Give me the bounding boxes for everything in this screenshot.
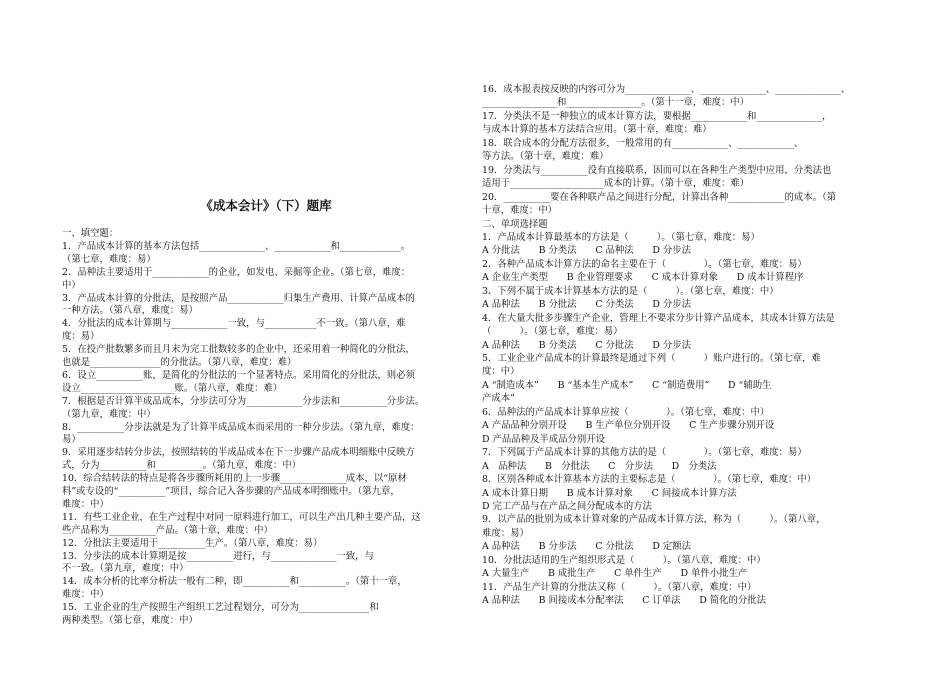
text-line: 1．产品成本计算最基本的方法是（ ）。（第七章，难度：易） <box>482 231 760 243</box>
text-line: 14．成本分析的比率分析法一般有二种，即__________和__________。（第十一章， <box>62 576 407 588</box>
text-line: 两种类型。（第七章，难度：中） <box>62 615 198 626</box>
text-line: 10．分批法适用的生产组织形式是（ ）。（第八章，难度：中） <box>482 554 766 566</box>
text-line: 5．在投产批数繁多而且月末为完工批数较多的企业中，还采用着一种简化的分批法， <box>62 344 415 356</box>
text-line: 18．联合成本的分配方法很多，一般常用的有____________、____________、 <box>482 137 804 149</box>
text-line: 7．下列属于产品成本计算的其他方法的是（ ）。（第七章，难度：易） <box>482 447 807 459</box>
text-line: 12．分批法主要适用于__________生产。（第八章，难度：易） <box>62 537 323 549</box>
text-line: 8．__________分步法就是为了计算半成品成本而采用的一种分步法。（第九章，难度： <box>62 421 420 433</box>
text-line: A 企业生产类型 B 企业管理要求 C 成本计算对象 D 成本计算程序 <box>482 272 804 284</box>
text-line: 料”或专设的“__________”项目，综合记入各步骤的产品成本明细账中。（第九章， <box>62 486 400 497</box>
text-line: 4．分批法的成本计算期与____________一致，与___________不一致。（第八章，难 <box>62 318 406 330</box>
text-line: 适用于____________________成本的计算。（第十章，难度：难） <box>482 178 750 190</box>
text-line: （第七章，难度：易） <box>62 253 156 265</box>
text-line: 11．有些工业企业，在生产过程中对同一原料进行加工，可以生产出几种主要产品，这 <box>62 511 421 523</box>
text-line: 二、单项选择题 <box>482 218 548 230</box>
text-line: 9．以产品的批别为成本计算对象的产品成本计算方法，称为（ ）。（第八章， <box>482 514 826 526</box>
text-line: 3．产品成本计算的分批法，是按照产品____________归集生产费用、计算产品成本的 <box>62 292 415 304</box>
text-line: D 产品品种及半成品分别开设 <box>482 433 605 445</box>
text-line: 1．产品成本计算的基本方法包括______________、____________和_____________。 <box>62 240 411 252</box>
text-line: A 品种法 B 间接成本分配率法 C 订单法 D 简化的分批法 <box>482 595 767 607</box>
text-line: 中） <box>62 279 81 291</box>
text-line: 11．产品生产计算的分批法又称（ ）。（第八章，难度：中） <box>482 581 757 593</box>
text-line: 式，分为__________和__________。（第九章，难度：中） <box>62 460 302 472</box>
text-line: A 产品品种分别开设 B 生产单位分别开设 C 生产步骤分别开设 <box>482 420 775 432</box>
text-line: A 成本计算日期 B 成本计算对象 C 间接成本计算方法 <box>482 487 737 499</box>
text-line: D 完工产品与在产品之间分配成本的方法 <box>482 500 652 512</box>
text-line: 等方法。（第十章，难度：难） <box>482 151 609 163</box>
text-line: 些产品称为__________产品。（第十章，难度：中） <box>62 524 273 536</box>
text-line: 6．设立__________账，是简化的分批法的一个显著特点。采用简化的分批法，则必须 <box>62 369 415 381</box>
text-line: 产成本” <box>482 393 515 405</box>
text-line: 5．工业企业产品成本的计算最终是通过下列（ ）账户进行的。（第七章，难 <box>482 353 821 364</box>
text-line: A 品种法 B 分步法 C 分批法 D 定额法 <box>482 541 692 553</box>
text-line: ________________和________________。（第十一章，难度：中） <box>482 97 750 109</box>
text-line: 10．综合结转法的特点是将各步骤所耗用的上一步骤______________成本，以“原材 <box>62 473 407 485</box>
text-line: 7．根据是否计算半成品成本，分步法可分为____________分步法和__________分步法。 <box>62 395 425 407</box>
text-line: 2．品种法主要适用于____________的企业，如发电、采掘等企业。（第七章，难度： <box>62 266 411 278</box>
text-line: 设立____________________账。（第八章，难度：难） <box>62 382 283 394</box>
text-line: A 品种法 B 分类法 C 分批法 D 分步法 <box>482 339 692 351</box>
text-line: （ ）。（第七章，难度：易） <box>482 326 623 338</box>
text-line: 难度：中） <box>62 498 109 510</box>
text-line: A 分批法 B 分类法 C 品种法 D 分步法 <box>482 245 692 257</box>
text-line: A 品种法 B 分批法 C 分步法 D 分类法 <box>482 460 717 472</box>
text-line: A “制造成本” B “基本生产成本” C “制造费用” D “辅助生 <box>482 379 772 391</box>
text-line: 难度：中） <box>62 589 109 601</box>
text-line: 易） <box>62 434 81 446</box>
text-line: 19．分类法与__________没有直接联系，因而可以在各种生产类型中应用，分类法也 <box>482 164 832 176</box>
text-line: 6．品种法的产品成本计算单应按（ ）。（第七章，难度：中） <box>482 406 770 418</box>
text-line: 难度：易） <box>482 527 529 539</box>
text-line: 3．下列不属于成本计算基本方法的是（ ）。（第七章，难度：中） <box>482 285 779 297</box>
text-line: 十章，难度：中） <box>482 205 558 217</box>
text-line: 度：易） <box>62 331 100 343</box>
text-line: 4．在大量大批多步骤生产企业，管理上不要求分步计算产品成本，其成本计算方法是 <box>482 312 835 324</box>
text-line: 17．分类法不是一种独立的成本计算方法，要根据____________和______________， <box>482 110 832 122</box>
text-line: 一种方法。（第八章，难度：易） <box>62 305 198 317</box>
text-line: A 大量生产 B 成批生产 C 单件生产 D 单件小批生产 <box>482 568 748 580</box>
text-line: 13．分步法的成本计算期是按__________进行，与______________一致，与 <box>62 550 374 562</box>
text-line: 9．采用逐步结转分步法，按照结转的半成品成本在下一步骤产品成本明细账中反映方 <box>62 447 415 459</box>
text-line: 度：中） <box>482 366 520 378</box>
text-line: 也就是_______________的分批法。（第八章，难度：难） <box>62 357 297 368</box>
text-line: 8．区别各种成本计算基本方法的主要标志是（ ）。（第七章，难度：中） <box>482 474 817 486</box>
text-line: 2．各种产品成本计算方法的命名主要在于（ ）。（第七章，难度：易） <box>482 258 807 270</box>
text-line: 15．工业企业的生产按照生产组织工艺过程划分，可分为_______________和 <box>62 602 379 614</box>
text-line: A 品种法 B 分批法 C 分类法 D 分步法 <box>482 299 692 311</box>
text-line: 20．__________要在各种联产品之间进行分配，计算出各种____________的成本。（第 <box>482 191 837 203</box>
text-line: 16．成本报表按反映的内容可分为______________、______________、______________、 <box>482 84 851 95</box>
text-line: （第九章，难度：中） <box>62 408 156 420</box>
text-line: 与成本计算的基本方法结合应用。（第十章，难度：难） <box>482 124 712 136</box>
text-line: 不一致。（第九章，难度：中） <box>62 563 189 575</box>
text-line: 一、填空题： <box>62 228 119 239</box>
document-title: 《成本会计》（下）题库 <box>200 198 332 213</box>
